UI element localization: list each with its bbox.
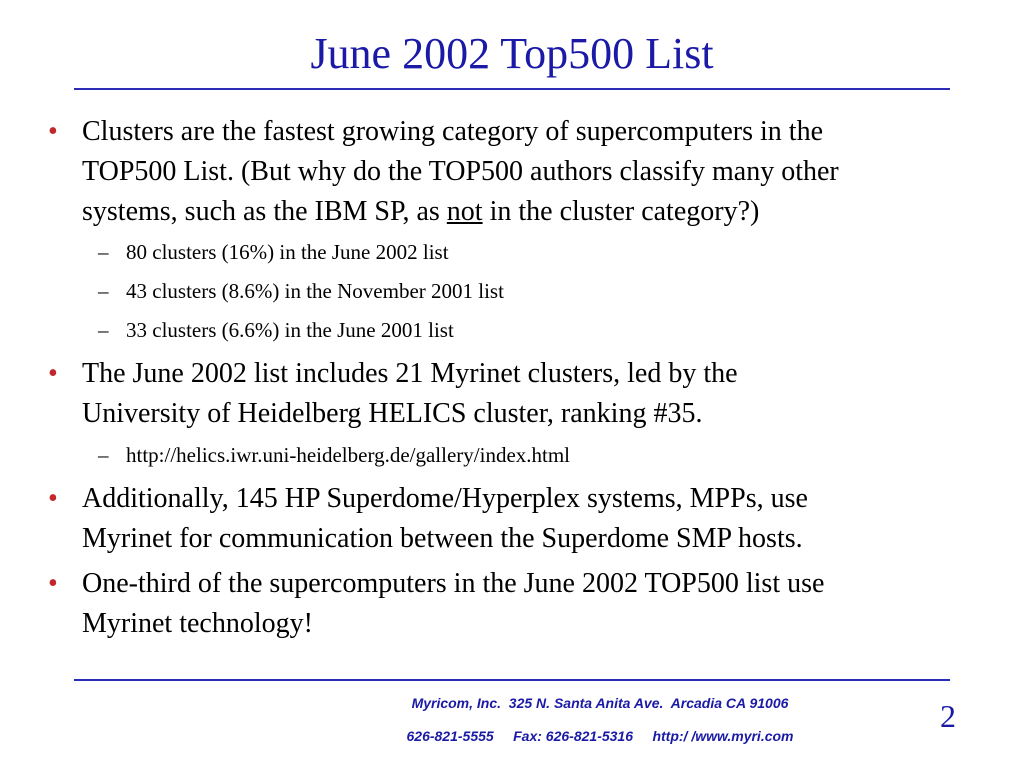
bullet-icon: •	[48, 358, 58, 389]
helics-gallery-link[interactable]: http://helics.iwr.uni-heidelberg.de/gallery/index.html	[126, 443, 571, 467]
text-run: systems, such as the IBM SP, as	[82, 196, 447, 227]
page-number: 2	[940, 698, 956, 734]
bullet-line	[82, 192, 992, 232]
bullet-text	[82, 479, 992, 559]
bullet-icon: •	[48, 116, 58, 147]
bullet-line: Clusters are the fastest growing category of supercomputers in the	[82, 116, 824, 147]
bullet-icon: •	[48, 568, 58, 599]
bullet-line: University of Heidelberg HELICS cluster, ranking #35.	[82, 398, 703, 429]
emphasis-not: not	[446, 196, 483, 227]
bullet-line: The June 2002 list includes 21 Myrinet clusters, led by the	[82, 358, 738, 389]
bullet-line: Additionally, 145 HP Superdome/Hyperplex systems, MPPs, use	[82, 483, 808, 514]
bullet-line: Myrinet for communication between the Superdome SMP hosts.	[82, 523, 803, 554]
sub-item-text: 43 clusters (8.6%) in the November 2001 list	[126, 279, 504, 303]
sub-item-text: 33 clusters (6.6%) in the June 2001 list	[126, 318, 454, 342]
bullet-text	[82, 354, 992, 434]
footer-contact: 626-821-5555 Fax: 626-821-5316 http:/ /www.myri.com	[406, 728, 794, 744]
bullet-line: TOP500 List. (But why do the TOP500 authors classify many other	[82, 156, 839, 187]
text-run: in the cluster category?)	[482, 196, 760, 227]
dash-icon: –	[98, 443, 109, 467]
sub-item-text: 80 clusters (16%) in the June 2002 list	[126, 240, 449, 264]
bullet-text	[82, 112, 992, 232]
dash-icon: –	[98, 279, 109, 303]
footer-address: Myricom, Inc. 325 N. Santa Anita Ave. Arcadia CA 91006	[411, 695, 789, 711]
slide-title: June 2002 Top500 List	[310, 29, 714, 78]
dash-icon: –	[98, 318, 109, 342]
bullet-text	[82, 564, 992, 644]
dash-icon: –	[98, 240, 109, 264]
footer-divider	[74, 679, 950, 681]
bullet-icon: •	[48, 483, 58, 514]
bullet-line: Myrinet technology!	[82, 608, 313, 639]
bullet-line: One-third of the supercomputers in the June 2002 TOP500 list use	[82, 568, 825, 599]
